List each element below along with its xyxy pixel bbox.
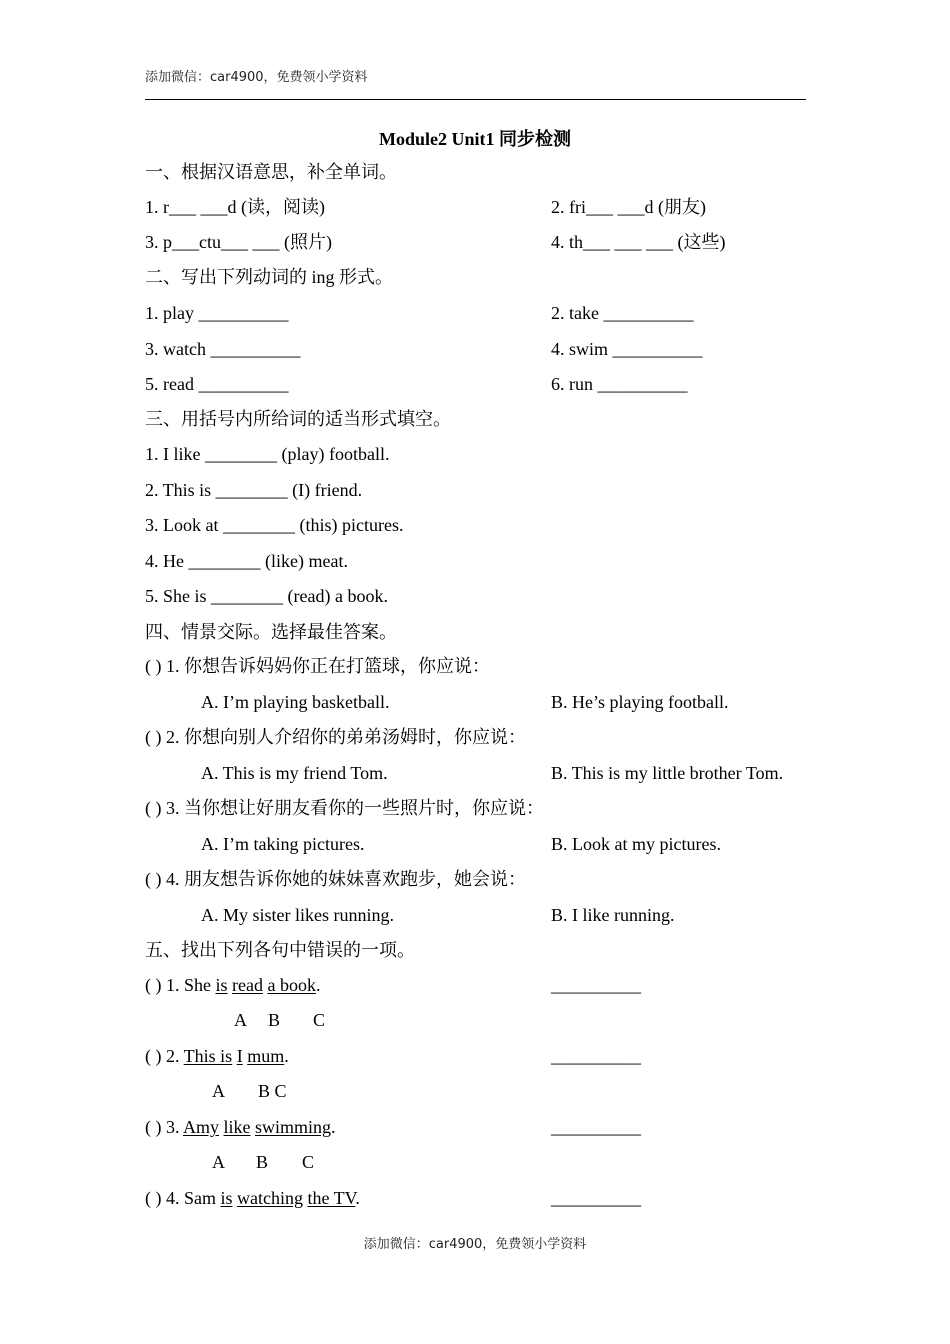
q4-period: .	[355, 1188, 360, 1208]
q1-label-a: A	[234, 1010, 247, 1030]
section4-q3-option-a: A. I’m taking pictures.	[201, 834, 365, 854]
section2-heading: 二、写出下列动词的 ing 形式。	[145, 267, 393, 287]
section4-question-1: ( ) 1. 你想告诉妈妈你正在打篮球，你应说：	[145, 656, 490, 676]
q4-part-c: the TV	[307, 1188, 356, 1208]
header-text: 添加微信：car4900，免费领小学资料	[145, 70, 368, 85]
section1-item-3: 3. p___ctu___ ___ (照片)	[145, 232, 332, 252]
section3-item-2: 2. This is ________ (I) friend.	[145, 480, 363, 500]
section4-q4-option-b: B. I like running.	[551, 905, 675, 925]
section5-question-3	[145, 1116, 336, 1138]
page-title: Module2 Unit1 同步检测	[378, 129, 571, 149]
q3-label-b: B	[256, 1152, 269, 1172]
section4-heading: 四、情景交际。选择最佳答案。	[145, 622, 397, 642]
section5-q1-answer-blank: __________	[551, 975, 641, 995]
q3-part-b: like	[223, 1117, 251, 1137]
section3-item-1: 1. I like ________ (play) football.	[145, 444, 390, 464]
section4-q4-option-a: A. My sister likes running.	[201, 905, 394, 925]
section4-q2-option-a: A. This is my friend Tom.	[201, 763, 388, 783]
q2-label-a: A	[212, 1081, 225, 1101]
q1-label-b: B	[268, 1010, 281, 1030]
section2-item-5: 5. read __________	[145, 374, 289, 394]
section5-question-2	[145, 1045, 289, 1067]
section4-q3-option-b: B. Look at my pictures.	[551, 834, 721, 854]
q1-label-c: C	[313, 1010, 326, 1030]
q3-label-c: C	[302, 1152, 315, 1172]
q2-prefix: ( ) 2.	[145, 1046, 184, 1066]
q3-prefix: ( ) 3.	[145, 1117, 183, 1137]
section1-heading: 一、根据汉语意思，补全单词。	[145, 162, 397, 182]
q3-label-a: A	[212, 1152, 225, 1172]
section5-q3-answer-blank: __________	[551, 1117, 641, 1137]
section2-item-4: 4. swim __________	[551, 339, 703, 359]
section4-question-2: ( ) 2. 你想向别人介绍你的弟弟汤姆时，你应说：	[145, 727, 526, 747]
q1-part-b: read	[232, 975, 263, 995]
q3-part-a: Amy	[183, 1117, 219, 1137]
section4-q1-option-b: B. He’s playing football.	[551, 692, 729, 712]
section2-item-3: 3. watch __________	[145, 339, 301, 359]
header-divider	[145, 99, 806, 100]
section2-item-1: 1. play __________	[145, 303, 289, 323]
q2-part-c: mum	[247, 1046, 285, 1066]
q1-part-c: a book	[267, 975, 316, 995]
q2-period: .	[284, 1046, 289, 1066]
q4-part-b: watching	[237, 1188, 303, 1208]
section3-item-3: 3. Look at ________ (this) pictures.	[145, 515, 404, 535]
section4-q1-option-a: A. I’m playing basketball.	[201, 692, 390, 712]
section5-q4-answer-blank: __________	[551, 1188, 641, 1208]
q2-part-a: This is	[183, 1046, 233, 1066]
section1-item-2: 2. fri___ ___d (朋友)	[551, 197, 706, 217]
q1-part-a: is	[215, 975, 228, 995]
section1-item-4: 4. th___ ___ ___ (这些)	[551, 232, 726, 252]
section4-q2-option-b: B. This is my little brother Tom.	[551, 763, 784, 783]
section5-question-1	[145, 974, 321, 996]
footer-text: 添加微信：car4900，免费领小学资料	[363, 1237, 587, 1252]
section1-item-1: 1. r___ ___d (读，阅读)	[145, 197, 325, 217]
section3-item-5: 5. She is ________ (read) a book.	[145, 586, 388, 606]
section4-question-4: ( ) 4. 朋友想告诉你她的妹妹喜欢跑步，她会说：	[145, 869, 526, 889]
q3-part-c: swimming	[255, 1117, 332, 1137]
q4-part-a: is	[220, 1188, 233, 1208]
section3-item-4: 4. He ________ (like) meat.	[145, 551, 348, 571]
section5-heading: 五、找出下列各句中错误的一项。	[145, 940, 415, 960]
q4-prefix: ( ) 4. Sam	[145, 1188, 221, 1208]
section5-question-4	[145, 1187, 360, 1209]
section4-question-3: ( ) 3. 当你想让好朋友看你的一些照片时，你应说：	[145, 798, 544, 818]
q2-label-bc: B C	[258, 1081, 287, 1101]
section3-heading: 三、用括号内所给词的适当形式填空。	[145, 409, 451, 429]
q2-part-b: I	[236, 1046, 243, 1066]
section2-item-6: 6. run __________	[551, 374, 688, 394]
q1-period: .	[316, 975, 321, 995]
q3-period: .	[331, 1117, 336, 1137]
q1-prefix: ( ) 1. She	[145, 975, 216, 995]
section5-q2-answer-blank: __________	[551, 1046, 641, 1066]
section2-item-2: 2. take __________	[551, 303, 694, 323]
